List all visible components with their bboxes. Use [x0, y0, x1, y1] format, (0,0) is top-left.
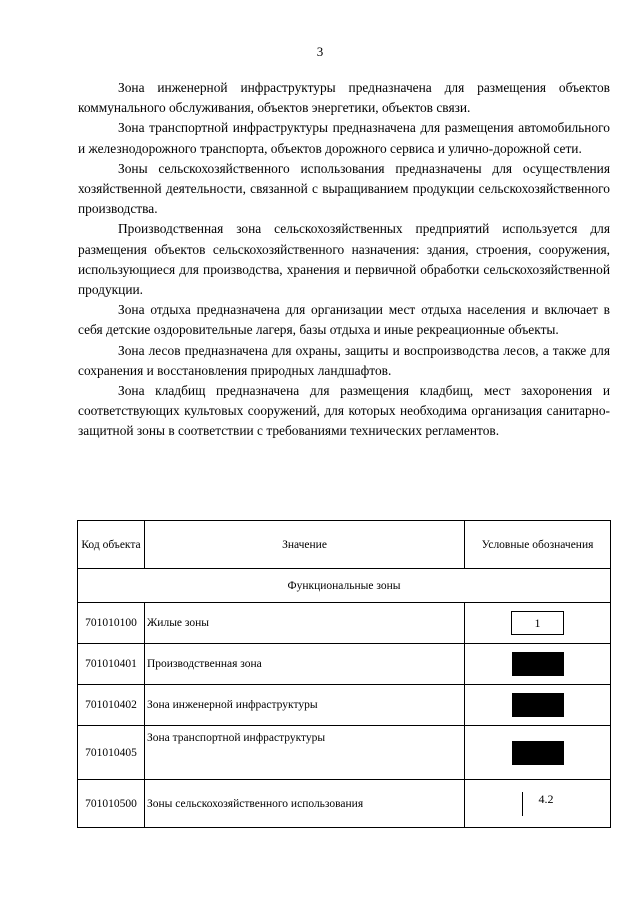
paragraph-forest-zone: Зона лесов предназначена для охраны, защиты и воспроизводства лесов, а также для сохранения и восстановления природных ландшафтов.	[78, 342, 610, 378]
row-symbol	[465, 603, 611, 644]
page-number: 3	[316, 44, 324, 59]
table-section-row	[78, 569, 611, 603]
row-value: Зоны сельскохозяйственного использования	[145, 780, 465, 828]
row-symbol	[465, 726, 611, 780]
row-code: 701010100	[78, 603, 145, 644]
table-row	[78, 780, 611, 828]
row-symbol	[465, 780, 611, 828]
residential-zone-symbol: 1	[511, 611, 564, 635]
paragraph-cemetery-zone: Зона кладбищ предназначена для размещения кладбищ, мест захоронения и соответствующих культовых сооружений, для которых необходима организация санитарно-защитной зоны в соответствии с требованиями технических регламентов.	[78, 383, 610, 439]
header-symbol: Условные обозначения	[465, 521, 611, 569]
header-value: Значение	[145, 521, 465, 569]
paragraph-agri-production-zone: Производственная зона сельскохозяйственных предприятий используется для размещения объектов сельскохозяйственного назначения: здания, строения, сооружения, использующиеся для производства, хранения и первичной обработки сельскохозяйственной продукции.	[78, 221, 610, 298]
header-code: Код объекта	[78, 521, 145, 569]
row-code: 701010500	[78, 780, 145, 828]
table-row	[78, 685, 611, 726]
transport-zone-swatch	[512, 741, 564, 765]
engineering-zone-swatch	[512, 693, 564, 717]
table-header-row	[78, 521, 611, 569]
row-value: Жилые зоны	[145, 603, 465, 644]
zones-legend-table	[77, 520, 611, 828]
table-row	[78, 644, 611, 685]
row-code: 701010402	[78, 685, 145, 726]
paragraph-recreation-zone: Зона отдыха предназначена для организации мест отдыха населения и включает в себя детские оздоровительные лагеря, базы отдыха и иные рекреационные объекты.	[78, 302, 610, 338]
paragraph-engineering-zone: Зона инженерной инфраструктуры предназначена для размещения объектов коммунального обслуживания, объектов энергетики, объектов связи.	[78, 80, 610, 116]
body-text	[78, 78, 610, 442]
section-title: Функциональные зоны	[78, 569, 611, 603]
row-value: Зона транспортной инфраструктуры	[145, 726, 465, 780]
row-symbol	[465, 685, 611, 726]
table-row	[78, 726, 611, 780]
paragraph-agricultural-zones: Зоны сельскохозяйственного использования предназначены для осуществления хозяйственной деятельности, связанной с выращиванием продукции сельскохозяйственного производства.	[78, 160, 610, 217]
row-value: Зона инженерной инфраструктуры	[145, 685, 465, 726]
row-symbol	[465, 644, 611, 685]
row-code: 701010405	[78, 726, 145, 780]
table-row	[78, 603, 611, 644]
paragraph-transport-zone: Зона транспортной инфраструктуры предназначена для размещения автомобильного и железнодорожного транспорта, объектов дорожного сервиса и улично-дорожной сети.	[78, 120, 610, 156]
production-zone-swatch	[512, 652, 564, 676]
agricultural-zone-symbol: 4.2	[522, 792, 554, 816]
row-code: 701010401	[78, 644, 145, 685]
row-value: Производственная зона	[145, 644, 465, 685]
